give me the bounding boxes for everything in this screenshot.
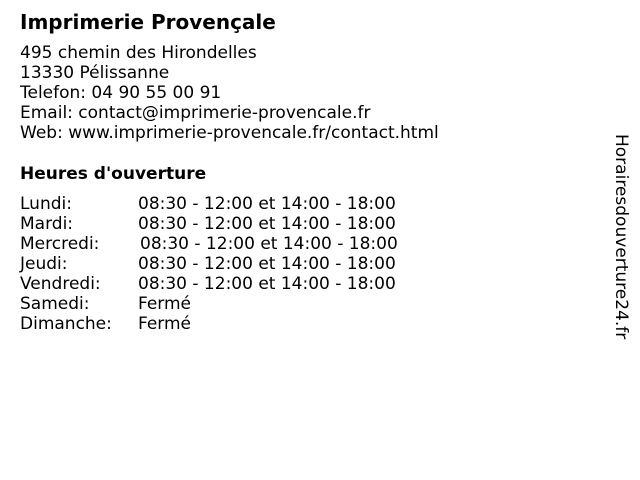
address-city: 13330 Pélissanne — [20, 63, 170, 83]
day-hours: Fermé — [138, 314, 192, 334]
address-street: 495 chemin des Hirondelles — [20, 43, 257, 63]
day-label: Vendredi: — [20, 274, 101, 294]
day-hours: 08:30 - 12:00 et 14:00 - 18:00 — [138, 254, 396, 274]
day-hours: 08:30 - 12:00 et 14:00 - 18:00 — [138, 274, 396, 294]
phone-number: Telefon: 04 90 55 00 91 — [20, 83, 222, 103]
day-label: Lundi: — [20, 194, 72, 214]
day-hours: Fermé — [138, 294, 192, 314]
business-name: Imprimerie Provençale — [20, 10, 276, 34]
opening-hours-heading: Heures d'ouverture — [20, 164, 207, 184]
day-label: Dimanche: — [20, 314, 112, 334]
day-label: Mardi: — [20, 214, 74, 234]
email-address: Email: contact@imprimerie-provencale.fr — [20, 103, 371, 123]
day-label: Mercredi: — [20, 234, 100, 254]
website-url: Web: www.imprimerie-provencale.fr/contact.html — [20, 123, 439, 143]
site-watermark: Horairesdouverture24.fr — [611, 134, 631, 340]
day-hours: 08:30 - 12:00 et 14:00 - 18:00 — [138, 214, 396, 234]
day-label: Jeudi: — [20, 254, 68, 274]
contact-block — [20, 43, 439, 143]
day-hours: 08:30 - 12:00 et 14:00 - 18:00 — [140, 234, 398, 254]
day-hours: 08:30 - 12:00 et 14:00 - 18:00 — [138, 194, 396, 214]
day-label: Samedi: — [20, 294, 90, 314]
